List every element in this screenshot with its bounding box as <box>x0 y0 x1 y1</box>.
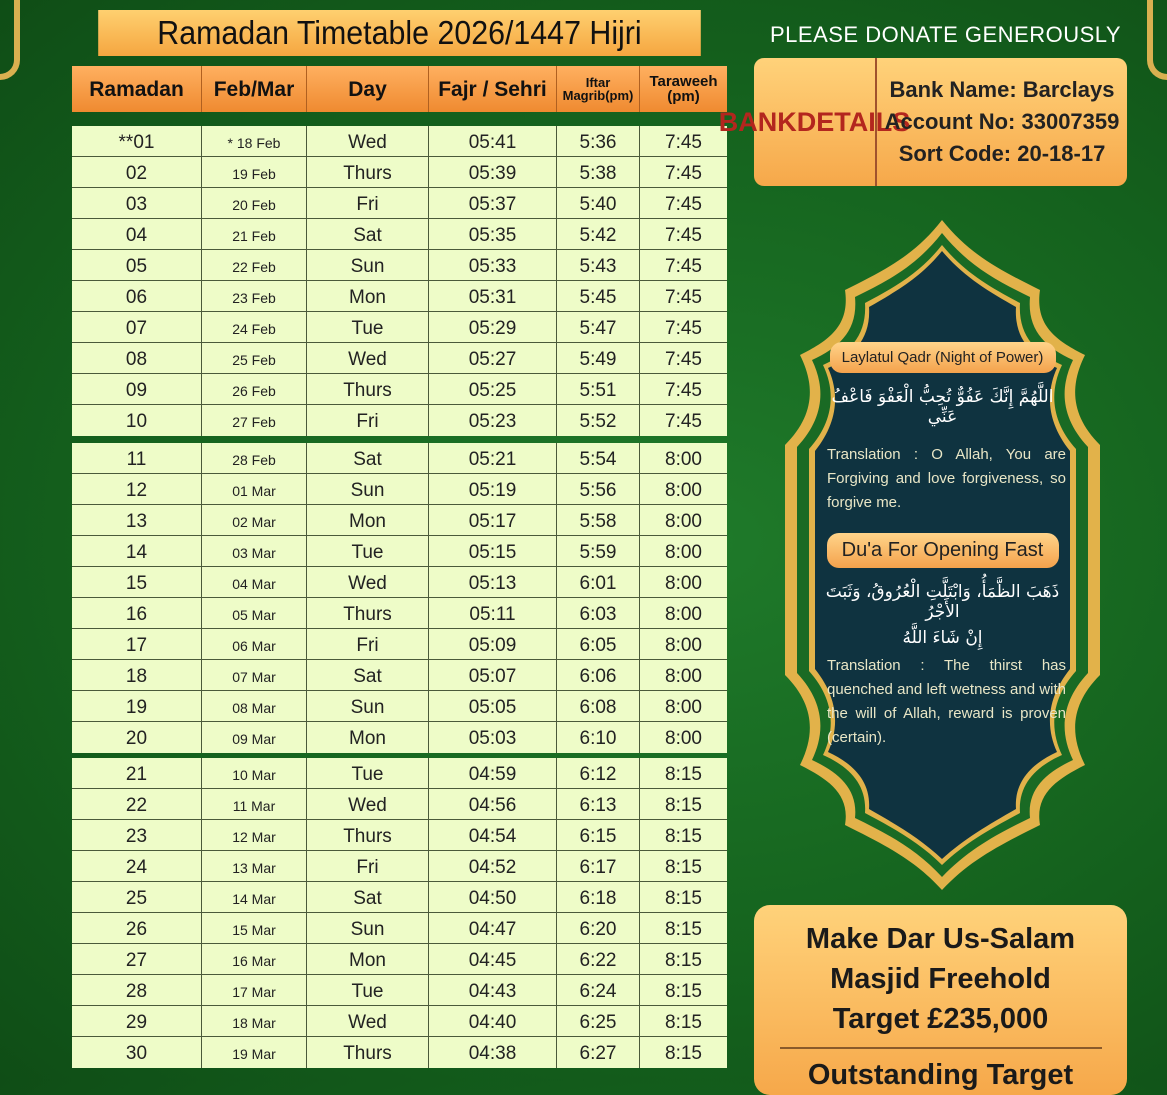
cell-weekday: Thurs <box>307 820 429 850</box>
cell-fajr-time: 04:38 <box>429 1037 557 1068</box>
cell-fajr-time: 05:09 <box>429 629 557 659</box>
cell-taraweeh-time: 8:00 <box>665 728 702 749</box>
table-row <box>72 374 727 405</box>
cell-date: 03 Mar <box>202 536 307 566</box>
cell-weekday: Fri <box>307 188 429 218</box>
table-row <box>72 536 727 567</box>
cell-fajr-time: 05:11 <box>429 598 557 628</box>
cell-taraweeh-time: 8:00 <box>665 572 702 594</box>
cell-weekday: Fri <box>307 629 429 659</box>
cell-date: 21 Feb <box>202 219 307 249</box>
cell-ramadan-day: 14 <box>72 536 202 566</box>
cell-taraweeh-time: 8:00 <box>665 634 702 656</box>
bank-label-line1: BANK <box>718 106 797 137</box>
cell-ramadan-day: 06 <box>72 281 202 311</box>
cell-ramadan-day: 16 <box>72 598 202 628</box>
cell-taraweeh-time: 8:15 <box>665 949 702 971</box>
cell-weekday: Sun <box>307 691 429 721</box>
cell-iftar-time: 6:17 <box>557 851 640 881</box>
table-row <box>72 281 727 312</box>
table-row <box>72 629 727 660</box>
cell-iftar-time: 5:45 <box>557 281 640 311</box>
cell-date: 27 Feb <box>202 405 307 436</box>
cell-date: 26 Feb <box>202 374 307 404</box>
cell-ramadan-day: 21 <box>72 758 202 788</box>
cell-weekday: Sat <box>307 219 429 249</box>
cell-ramadan-day: 18 <box>72 660 202 690</box>
laylatul-qadr-arabic: اللَّهُمَّ إِنَّكَ عَفُوٌّ تُحِبُّ الْعَفْوَ فَاعْفُ عَنِّي <box>831 387 1054 427</box>
cell-weekday: Wed <box>307 789 429 819</box>
cell-iftar-time: 6:06 <box>557 660 640 690</box>
cell-iftar-time: 6:20 <box>557 913 640 943</box>
cell-weekday: Tue <box>307 758 429 788</box>
cell-ramadan-day: 07 <box>72 312 202 342</box>
bank-info <box>877 58 1127 186</box>
cell-taraweeh-time: 8:00 <box>665 603 702 625</box>
account-number: Account No: 33007359 <box>884 109 1120 134</box>
cell-ramadan-day: 04 <box>72 219 202 249</box>
table-row <box>72 851 727 882</box>
cell-ramadan-day: 24 <box>72 851 202 881</box>
cell-fajr-time: 04:54 <box>429 820 557 850</box>
cell-weekday: Sat <box>307 882 429 912</box>
cell-fajr-time: 04:40 <box>429 1006 557 1036</box>
decorative-corner-left <box>0 0 20 80</box>
table-row <box>72 250 727 281</box>
opening-fast-arabic-line2: إِنْ شَاءَ اللَّهُ <box>902 628 983 648</box>
cell-iftar-time: 6:15 <box>557 820 640 850</box>
cell-iftar-time: 5:52 <box>557 405 640 436</box>
cell-taraweeh-time: 7:45 <box>665 348 702 370</box>
header-taraweeh-line1: Taraweeh <box>649 73 718 90</box>
table-row <box>72 820 727 851</box>
outstanding-target: Outstanding Target <box>807 1059 1074 1091</box>
cell-taraweeh-time: 7:45 <box>665 411 702 432</box>
donate-heading: PLEASE DONATE GENEROUSLY <box>770 22 1122 47</box>
cell-date: 23 Feb <box>202 281 307 311</box>
table-row <box>72 312 727 343</box>
cell-taraweeh-time: 8:00 <box>665 665 702 687</box>
cell-taraweeh-time: 8:00 <box>665 696 702 718</box>
cell-fajr-time: 04:47 <box>429 913 557 943</box>
cell-weekday: Thurs <box>307 598 429 628</box>
cell-date: 17 Mar <box>202 975 307 1005</box>
header-day: Day <box>307 66 429 112</box>
cell-weekday: Sat <box>307 443 429 473</box>
cell-weekday: Thurs <box>307 1037 429 1068</box>
cell-iftar-time: 5:47 <box>557 312 640 342</box>
cell-taraweeh-time: 7:45 <box>665 193 702 215</box>
cell-date: * 18 Feb <box>202 126 307 156</box>
cell-date: 06 Mar <box>202 629 307 659</box>
cell-date: 04 Mar <box>202 567 307 597</box>
cell-iftar-time: 5:54 <box>557 443 640 473</box>
table-block-3 <box>72 758 727 1068</box>
cell-taraweeh-time: 8:15 <box>665 1011 702 1033</box>
bank-details-label <box>718 58 911 186</box>
table-row <box>72 789 727 820</box>
cell-weekday: Sat <box>307 660 429 690</box>
cell-weekday: Sun <box>307 913 429 943</box>
cell-fajr-time: 05:41 <box>429 126 557 156</box>
cell-fajr-time: 04:43 <box>429 975 557 1005</box>
cell-iftar-time: 6:18 <box>557 882 640 912</box>
opening-fast-arabic-line1: ذَهَبَ الظَّمَأُ، وَابْتَلَّتِ الْعُرُوقُ، وَثَبَتَ الأَجْرُ <box>825 582 1060 622</box>
cell-date: 12 Mar <box>202 820 307 850</box>
table-row <box>72 882 727 913</box>
table-row <box>72 758 727 789</box>
bank-label-line2: DETAILS <box>796 106 911 137</box>
cell-ramadan-day: 26 <box>72 913 202 943</box>
table-row <box>72 913 727 944</box>
cell-ramadan-day: 29 <box>72 1006 202 1036</box>
cell-weekday: Thurs <box>307 374 429 404</box>
cell-date: 28 Feb <box>202 443 307 473</box>
cell-ramadan-day: 22 <box>72 789 202 819</box>
table-row <box>72 343 727 374</box>
table-row <box>72 944 727 975</box>
cell-iftar-time: 5:59 <box>557 536 640 566</box>
cell-weekday: Wed <box>307 126 429 156</box>
cell-date: 25 Feb <box>202 343 307 373</box>
cell-iftar-time: 5:49 <box>557 343 640 373</box>
table-row <box>72 126 727 157</box>
cell-iftar-time: 6:22 <box>557 944 640 974</box>
cell-weekday: Wed <box>307 1006 429 1036</box>
cell-iftar-time: 6:10 <box>557 722 640 753</box>
cell-fajr-time: 05:35 <box>429 219 557 249</box>
cell-iftar-time: 6:03 <box>557 598 640 628</box>
cell-taraweeh-time: 8:15 <box>665 1043 702 1064</box>
cell-fajr-time: 04:56 <box>429 789 557 819</box>
target-line3: Target £235,000 <box>832 1003 1049 1035</box>
table-row <box>72 1006 727 1037</box>
cell-date: 02 Mar <box>202 505 307 535</box>
cell-ramadan-day: 28 <box>72 975 202 1005</box>
cell-fajr-time: 05:07 <box>429 660 557 690</box>
cell-ramadan-day: 20 <box>72 722 202 753</box>
cell-ramadan-day: 15 <box>72 567 202 597</box>
cell-weekday: Thurs <box>307 157 429 187</box>
cell-iftar-time: 5:36 <box>557 126 640 156</box>
cell-fajr-time: 05:23 <box>429 405 557 436</box>
cell-iftar-time: 5:58 <box>557 505 640 535</box>
cell-weekday: Fri <box>307 851 429 881</box>
table-row <box>72 188 727 219</box>
cell-ramadan-day: 19 <box>72 691 202 721</box>
cell-iftar-time: 6:12 <box>557 758 640 788</box>
page-title: Ramadan Timetable 2026/1447 Hijri <box>98 10 701 56</box>
sort-code: Sort Code: 20-18-17 <box>898 141 1106 166</box>
table-row <box>72 219 727 250</box>
cell-iftar-time: 5:38 <box>557 157 640 187</box>
cell-weekday: Sun <box>307 474 429 504</box>
cell-taraweeh-time: 7:45 <box>665 379 702 401</box>
cell-fajr-time: 05:37 <box>429 188 557 218</box>
header-ramadan: Ramadan <box>72 66 202 112</box>
cell-iftar-time: 5:40 <box>557 188 640 218</box>
cell-date: 15 Mar <box>202 913 307 943</box>
cell-fajr-time: 05:21 <box>429 443 557 473</box>
cell-iftar-time: 5:56 <box>557 474 640 504</box>
cell-taraweeh-time: 8:15 <box>665 825 702 847</box>
cell-taraweeh-time: 8:15 <box>665 763 702 785</box>
header-iftar <box>557 66 640 112</box>
cell-iftar-time: 6:05 <box>557 629 640 659</box>
cell-ramadan-day: 03 <box>72 188 202 218</box>
cell-fajr-time: 05:15 <box>429 536 557 566</box>
cell-weekday: Sun <box>307 250 429 280</box>
table-row <box>72 975 727 1006</box>
cell-ramadan-day: 05 <box>72 250 202 280</box>
decorative-corner-right <box>1147 0 1167 80</box>
cell-fajr-time: 04:45 <box>429 944 557 974</box>
cell-fajr-time: 05:03 <box>429 722 557 753</box>
cell-taraweeh-time: 7:45 <box>665 255 702 277</box>
header-fajr: Fajr / Sehri <box>429 66 557 112</box>
cell-date: 18 Mar <box>202 1006 307 1036</box>
cell-taraweeh-time: 8:00 <box>665 541 702 563</box>
bank-details-card <box>718 58 1127 186</box>
table-row <box>72 567 727 598</box>
cell-fajr-time: 05:27 <box>429 343 557 373</box>
cell-iftar-time: 5:43 <box>557 250 640 280</box>
cell-taraweeh-time: 8:15 <box>665 794 702 816</box>
table-row <box>72 405 727 436</box>
cell-date: 13 Mar <box>202 851 307 881</box>
cell-ramadan-day: 12 <box>72 474 202 504</box>
cell-weekday: Tue <box>307 975 429 1005</box>
cell-fajr-time: 05:33 <box>429 250 557 280</box>
cell-date: 09 Mar <box>202 722 307 753</box>
cell-date: 07 Mar <box>202 660 307 690</box>
cell-taraweeh-time: 8:00 <box>665 448 702 470</box>
cell-date: 20 Feb <box>202 188 307 218</box>
table-header <box>72 66 727 112</box>
cell-taraweeh-time: 8:15 <box>665 980 702 1002</box>
cell-fajr-time: 05:19 <box>429 474 557 504</box>
table-row <box>72 598 727 629</box>
cell-weekday: Mon <box>307 722 429 753</box>
table-row <box>72 1037 727 1068</box>
cell-iftar-time: 6:27 <box>557 1037 640 1068</box>
cell-taraweeh-time: 8:00 <box>665 510 702 532</box>
table-row <box>72 691 727 722</box>
cell-ramadan-day: 02 <box>72 157 202 187</box>
cell-taraweeh-time: 7:45 <box>665 162 702 184</box>
table-block-2 <box>72 443 727 753</box>
cell-weekday: Mon <box>307 944 429 974</box>
cell-fajr-time: 04:50 <box>429 882 557 912</box>
cell-date: 11 Mar <box>202 789 307 819</box>
cell-weekday: Wed <box>307 567 429 597</box>
opening-fast-title: Du'a For Opening Fast <box>827 533 1059 568</box>
header-taraweeh <box>640 66 727 112</box>
cell-ramadan-day: 23 <box>72 820 202 850</box>
cell-fajr-time: 05:17 <box>429 505 557 535</box>
cell-fajr-time: 05:05 <box>429 691 557 721</box>
cell-date: 16 Mar <box>202 944 307 974</box>
cell-iftar-time: 6:25 <box>557 1006 640 1036</box>
cell-ramadan-day: 27 <box>72 944 202 974</box>
cell-fajr-time: 05:29 <box>429 312 557 342</box>
cell-taraweeh-time: 7:45 <box>665 286 702 308</box>
cell-ramadan-day: 25 <box>72 882 202 912</box>
cell-ramadan-day: 10 <box>72 405 202 436</box>
table-row <box>72 722 727 753</box>
cell-date: 19 Feb <box>202 157 307 187</box>
cell-taraweeh-time: 7:45 <box>665 224 702 246</box>
cell-ramadan-day: 09 <box>72 374 202 404</box>
cell-date: 01 Mar <box>202 474 307 504</box>
table-row <box>72 505 727 536</box>
cell-date: 22 Feb <box>202 250 307 280</box>
cell-fajr-time: 05:39 <box>429 157 557 187</box>
header-taraweeh-line2: (pm) <box>667 88 700 105</box>
cell-taraweeh-time: 7:45 <box>665 131 702 153</box>
target-line1: Make Dar Us-Salam <box>805 923 1076 955</box>
dua-section <box>815 330 1070 750</box>
cell-iftar-time: 5:42 <box>557 219 640 249</box>
target-divider <box>780 1047 1102 1049</box>
cell-iftar-time: 6:08 <box>557 691 640 721</box>
cell-weekday: Tue <box>307 536 429 566</box>
cell-date: 05 Mar <box>202 598 307 628</box>
cell-ramadan-day: 30 <box>72 1037 202 1068</box>
cell-weekday: Wed <box>307 343 429 373</box>
table-row <box>72 660 727 691</box>
cell-ramadan-day: 08 <box>72 343 202 373</box>
cell-ramadan-day: 11 <box>72 443 202 473</box>
cell-iftar-time: 5:51 <box>557 374 640 404</box>
freehold-target-card <box>754 905 1127 1095</box>
header-iftar-line1: Iftar <box>585 75 611 90</box>
cell-fajr-time: 05:25 <box>429 374 557 404</box>
cell-date: 14 Mar <box>202 882 307 912</box>
cell-fajr-time: 04:59 <box>429 758 557 788</box>
cell-taraweeh-time: 7:45 <box>665 317 702 339</box>
cell-taraweeh-time: 8:15 <box>665 887 702 909</box>
laylatul-qadr-title: Laylatul Qadr (Night of Power) <box>830 342 1056 373</box>
cell-fajr-time: 05:13 <box>429 567 557 597</box>
cell-iftar-time: 6:13 <box>557 789 640 819</box>
target-line2: Masjid Freehold <box>830 963 1051 995</box>
laylatul-qadr-translation: Translation : O Allah, You are Forgiving and love forgiveness, so forgive me. <box>827 446 1066 511</box>
cell-date: 08 Mar <box>202 691 307 721</box>
cell-date: 19 Mar <box>202 1037 307 1068</box>
header-iftar-line2: Magrib(pm) <box>562 88 634 103</box>
cell-date: 24 Feb <box>202 312 307 342</box>
cell-weekday: Fri <box>307 405 429 436</box>
cell-taraweeh-time: 8:15 <box>665 856 702 878</box>
cell-taraweeh-time: 8:00 <box>665 479 702 501</box>
bank-name: Bank Name: Barclays <box>889 77 1115 102</box>
table-row <box>72 443 727 474</box>
opening-fast-translation: Translation : The thirst has quenched and left wetness and with the will of Allah, reward is proven (certain). <box>827 657 1066 746</box>
cell-ramadan-day: **01 <box>72 126 202 156</box>
table-row <box>72 157 727 188</box>
table-row <box>72 474 727 505</box>
cell-iftar-time: 6:01 <box>557 567 640 597</box>
cell-ramadan-day: 17 <box>72 629 202 659</box>
cell-fajr-time: 05:31 <box>429 281 557 311</box>
cell-weekday: Mon <box>307 281 429 311</box>
cell-weekday: Mon <box>307 505 429 535</box>
cell-iftar-time: 6:24 <box>557 975 640 1005</box>
cell-taraweeh-time: 8:15 <box>665 918 702 940</box>
table-block-1 <box>72 126 727 436</box>
cell-ramadan-day: 13 <box>72 505 202 535</box>
cell-date: 10 Mar <box>202 758 307 788</box>
cell-fajr-time: 04:52 <box>429 851 557 881</box>
cell-weekday: Tue <box>307 312 429 342</box>
header-date: Feb/Mar <box>202 66 307 112</box>
